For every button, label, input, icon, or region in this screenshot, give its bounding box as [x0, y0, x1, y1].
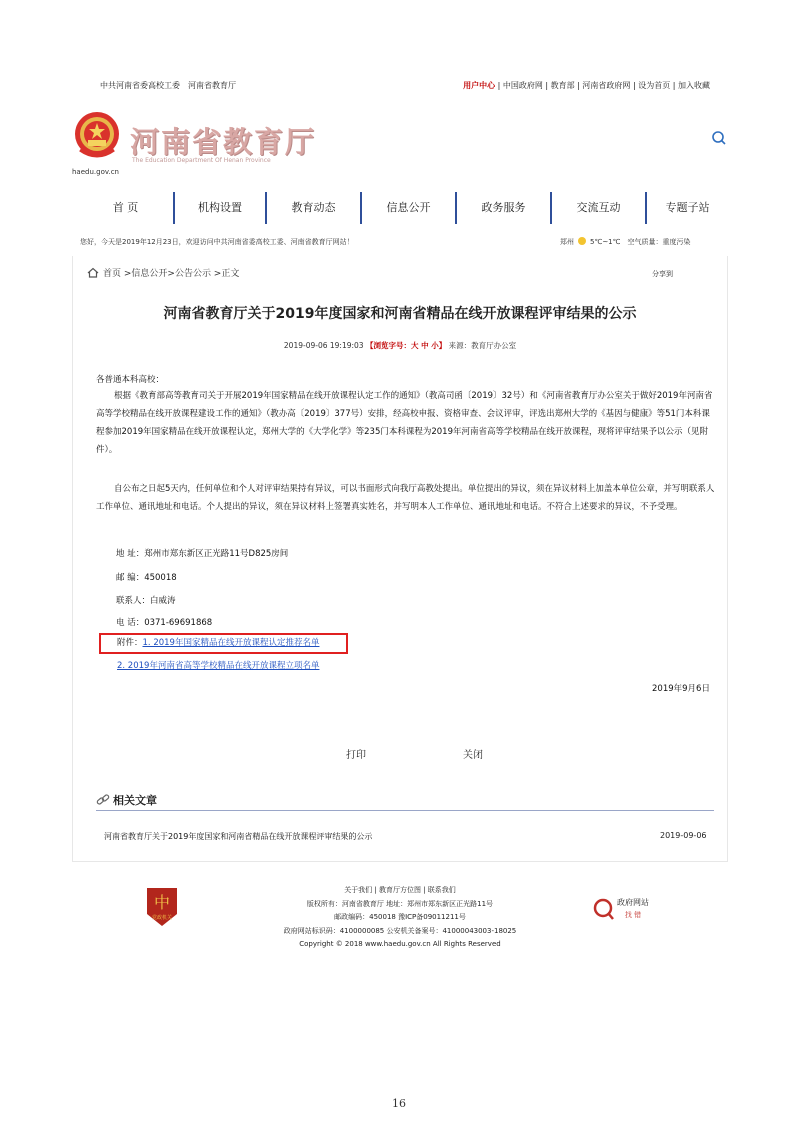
font-small-button[interactable]: 小 [431, 341, 439, 350]
article-paragraph: 根据《教育部高等教育司关于开展2019年国家精品在线开放课程认定工作的通知》（教高司函〔2019〕32号）和《河南省教育厅办公室关于做好2019年河南省高等学校精品在线开放课程建设工作的通知》（教办高〔2019〕377号）安排，经高校申报、资格审查、会议评审，评选出郑州大学的《基因与健康》等51门本科课程参加2019年国家精品在线开放课程认定，郑州大学的《大学化学》等235门本科课程为2019年河南省高等学校精品在线开放课程，现将评审结果予以公示（见附件）。 [96, 391, 713, 455]
user-center-link[interactable]: 用户中心 [463, 81, 496, 90]
related-article-date: 2019-09-06 [660, 831, 707, 840]
svg-text:政府网站: 政府网站 [617, 898, 649, 907]
page-number: 16 [392, 1097, 406, 1110]
air-quality-value: 重度污染 [662, 238, 691, 246]
breadcrumb [87, 266, 239, 279]
footer-owner: 版权所有：河南省教育厅 地址：郑州市郑东新区正光路11号 [306, 899, 494, 908]
footer-copyright: Copyright © 2018 www.haedu.gov.cn All Rights Reserved [299, 940, 501, 948]
contact-person: 联系人：白威涛 [116, 596, 176, 606]
article-date: 2019年9月6日 [652, 684, 710, 694]
link-icon [96, 793, 110, 807]
weather-widget [560, 237, 691, 247]
svg-text:找 错: 找 错 [624, 911, 642, 919]
footer-links[interactable]: 关于我们 | 教育厅方位图 | 联系我们 [344, 886, 456, 894]
nav-organization[interactable]: 机构设置 [198, 201, 242, 214]
nav-home[interactable]: 首 页 [112, 201, 139, 214]
related-article-link[interactable]: 河南省教育厅关于2019年度国家和河南省精品在线开放课程评审结果的公示 [104, 832, 373, 841]
top-links [463, 80, 710, 91]
contact-address: 地 址：郑州市郑东新区正光路11号D825房间 [116, 549, 289, 559]
top-bar [100, 77, 710, 93]
share-button[interactable]: 分享到 [652, 270, 673, 278]
svg-text:党政机关: 党政机关 [151, 915, 173, 921]
font-size-switcher: 【浏览字号：大 中 小】 [365, 341, 447, 350]
article-title: 河南省教育厅关于2019年度国家和河南省精品在线开放课程评审结果的公示 [163, 306, 637, 322]
site-brand[interactable] [72, 110, 322, 182]
svg-text:中: 中 [153, 893, 171, 912]
nav-gov-services[interactable]: 政务服务 [481, 201, 526, 214]
nav-special-sites[interactable]: 专题子站 [665, 201, 710, 214]
party-gov-badge-icon[interactable] [145, 886, 179, 928]
attachment-link-2[interactable]: 2. 2019年河南省高等学校精品在线开放课程立项名单 [117, 661, 320, 671]
footer-info [250, 884, 550, 952]
external-links[interactable]: | 中国政府网 | 教育部 | 河南省政府网 | 设为首页 | 加入收藏 [495, 81, 710, 90]
sun-icon [578, 237, 586, 245]
breadcrumb-path[interactable]: 首页 >信息公开>公告公示 >正文 [103, 269, 240, 279]
contact-postcode: 邮 编：450018 [116, 573, 177, 583]
nav-info-disclosure[interactable]: 信息公开 [386, 201, 431, 214]
weather-city: 郑州 [560, 238, 574, 246]
national-emblem-icon [72, 110, 122, 166]
article-meta [72, 340, 728, 351]
article-source: 来源：教育厅办公室 [448, 341, 517, 350]
org-names: 中共河南省委高校工委 河南省教育厅 [100, 81, 236, 90]
site-url: haedu.gov.cn [72, 168, 119, 176]
weather-temp: 5℃~1℃ [590, 238, 621, 246]
close-button[interactable]: 关闭 [463, 750, 483, 761]
article-recipient: 各普通本科高校： [96, 375, 165, 385]
contact-phone: 电 话：0371-69691868 [116, 618, 213, 628]
attachment-row [117, 636, 319, 648]
publish-datetime: 2019-09-06 19:19:03 [283, 341, 364, 350]
font-medium-button[interactable]: 中 [421, 341, 429, 350]
search-icon[interactable] [711, 130, 727, 146]
nav-interaction[interactable]: 交流互动 [576, 201, 621, 214]
print-button[interactable]: 打印 [346, 750, 366, 761]
main-nav [78, 190, 728, 226]
font-large-button[interactable]: 大 [410, 341, 419, 350]
footer-ids: 政府网站标识码：4100000085 公安机关备案号：41000043003-18025 [283, 926, 517, 935]
site-name: 河南省教育厅 [130, 125, 317, 159]
site-name-english: The Education Department Of Henan Province [132, 157, 271, 164]
article-paragraph: 自公布之日起5天内，任何单位和个人对评审结果持有异议，可以书面形式向我厅高教处提出。单位提出的异议，须在异议材料上加盖本单位公章，并写明联系人工作单位、通讯地址和电话。个人提出的异议，须在异议材料上签署真实姓名，并写明本人工作单位、通讯地址和电话。不符合上述要求的异议，不予受理。 [96, 484, 715, 512]
attachment-link-1[interactable]: 1. 2019年国家精品在线开放课程认定推荐名单 [142, 638, 320, 648]
welcome-text: 您好，今天是2019年12月23日，欢迎访问中共河南省委高校工委、河南省教育厅网站！ [80, 238, 354, 246]
related-articles-heading: 相关文章 [96, 792, 157, 808]
nav-education-news[interactable]: 教育动态 [291, 201, 336, 214]
gov-site-error-report-icon[interactable] [593, 893, 653, 923]
info-bar [80, 235, 720, 249]
attachment-label: 附件： [117, 638, 143, 648]
air-quality-label: 空气质量： [627, 238, 663, 246]
home-icon[interactable] [87, 267, 99, 278]
divider [96, 810, 714, 811]
footer-icp: 邮政编码：450018 豫ICP备09011211号 [334, 913, 466, 921]
